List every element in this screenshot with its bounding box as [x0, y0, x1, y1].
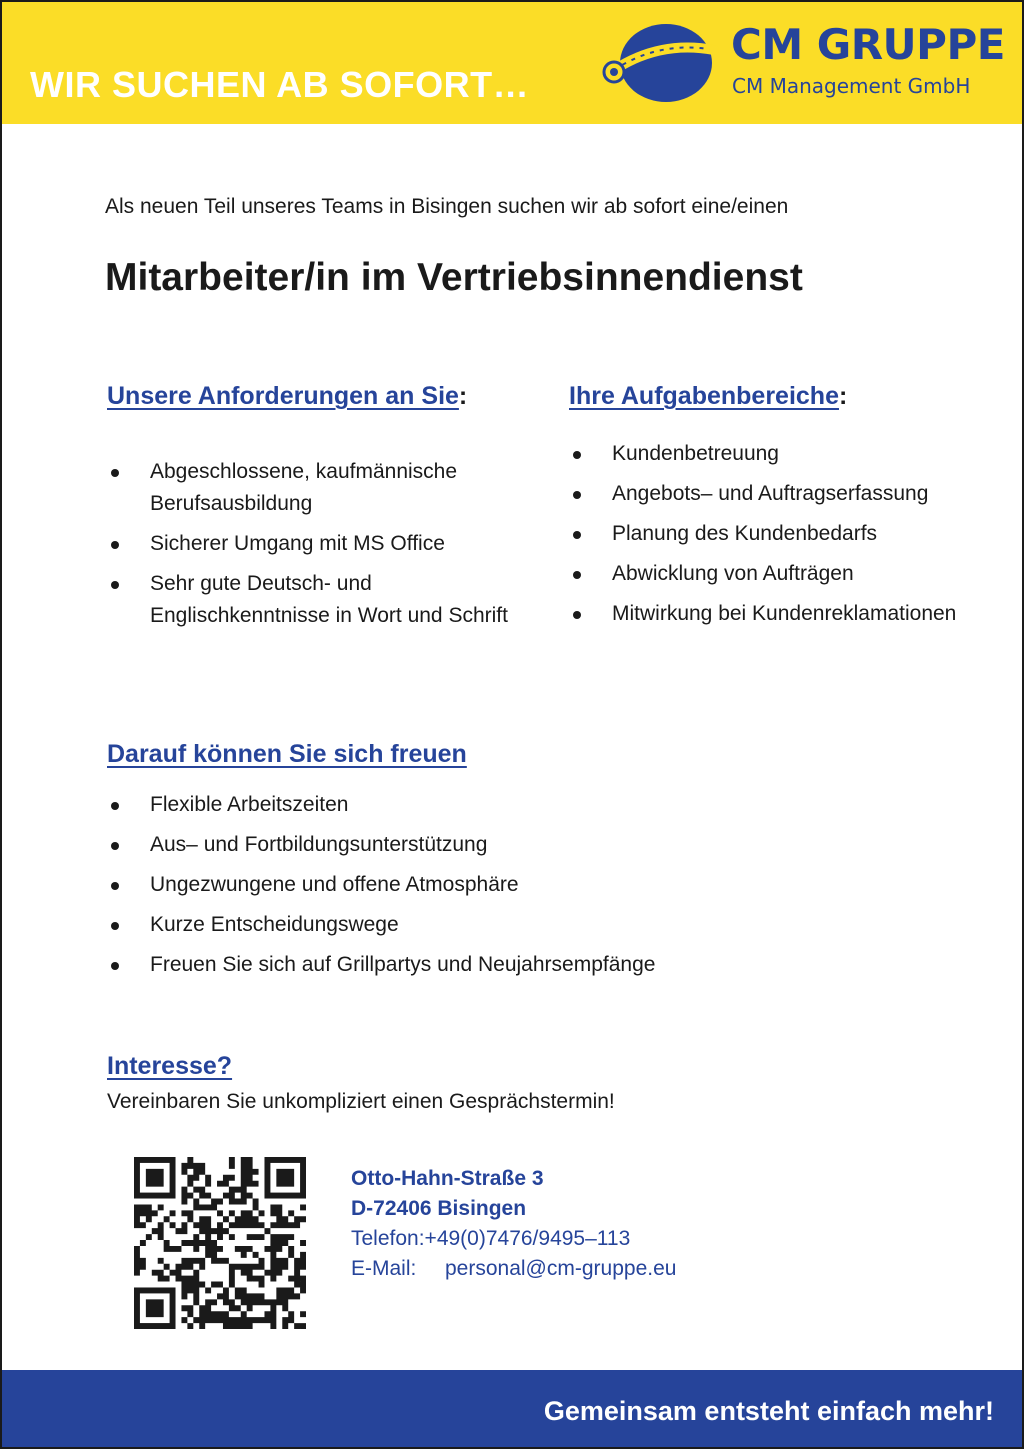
benefits-heading-text: Darauf können Sie sich freuen — [107, 740, 467, 768]
list-item: Kurze Entscheidungswege — [107, 909, 907, 941]
tasks-heading-text: Ihre Aufgabenbereiche — [569, 382, 839, 410]
qr-code-icon[interactable] — [134, 1157, 306, 1329]
list-item: Ungezwungene und offene Atmosphäre — [107, 869, 907, 901]
tasks-list — [569, 438, 959, 638]
interest-text: Vereinbaren Sie unkompliziert einen Gesprächstermin! — [107, 1090, 615, 1113]
contact-email-label: E-Mail: — [351, 1257, 417, 1280]
interest-heading — [107, 1052, 232, 1081]
job-title: Mitarbeiter/in im Vertriebsinnendienst — [105, 256, 803, 299]
footer-slogan: Gemeinsam entsteht einfach mehr! — [543, 1396, 994, 1426]
interest-heading-text: Interesse? — [107, 1052, 233, 1080]
footer-banner — [2, 1370, 1024, 1449]
header-title: WIR SUCHEN AB SOFORT… — [30, 64, 530, 105]
list-item: Freuen Sie sich auf Grillpartys und Neujahrsempfänge — [107, 949, 907, 981]
benefits-list — [107, 789, 907, 989]
list-item: Abwicklung von Aufträgen — [569, 558, 959, 590]
contact-email-row — [351, 1254, 676, 1284]
requirements-heading — [107, 382, 467, 411]
contact-block — [351, 1164, 676, 1284]
list-item: Kundenbetreuung — [569, 438, 959, 470]
cm-gruppe-logo-icon — [600, 20, 722, 104]
requirements-heading-colon: : — [458, 382, 468, 410]
list-item: Aus– und Fortbildungsunterstützung — [107, 829, 907, 861]
list-item: Flexible Arbeitszeiten — [107, 789, 907, 821]
tasks-heading — [569, 382, 847, 411]
contact-street: Otto-Hahn-Straße 3 — [351, 1167, 544, 1190]
brand-subtitle: CM Management GmbH — [732, 74, 971, 98]
list-item: Angebots– und Auftragserfassung — [569, 478, 959, 510]
benefits-heading — [107, 740, 467, 769]
brand-name: CM GRUPPE — [731, 20, 1005, 69]
list-item: Sehr gute Deutsch- und Englischkenntnisse in Wort und Schrift — [107, 568, 527, 632]
list-item: Sicherer Umgang mit MS Office — [107, 528, 527, 560]
contact-email-link[interactable]: personal@cm-gruppe.eu — [445, 1257, 677, 1280]
contact-phone[interactable]: Telefon:+49(0)7476/9495–113 — [351, 1227, 631, 1250]
list-item: Abgeschlossene, kaufmännische Berufsausbildung — [107, 456, 527, 520]
requirements-list — [107, 456, 527, 640]
requirements-heading-text: Unsere Anforderungen an Sie — [107, 382, 459, 410]
list-item: Planung des Kundenbedarfs — [569, 518, 959, 550]
intro-text: Als neuen Teil unseres Teams in Bisingen suchen wir ab sofort eine/einen — [105, 195, 789, 218]
tasks-heading-colon: : — [838, 382, 848, 410]
header-banner — [2, 2, 1024, 124]
list-item: Mitwirkung bei Kundenreklamationen — [569, 598, 959, 630]
contact-city: D-72406 Bisingen — [351, 1197, 527, 1220]
